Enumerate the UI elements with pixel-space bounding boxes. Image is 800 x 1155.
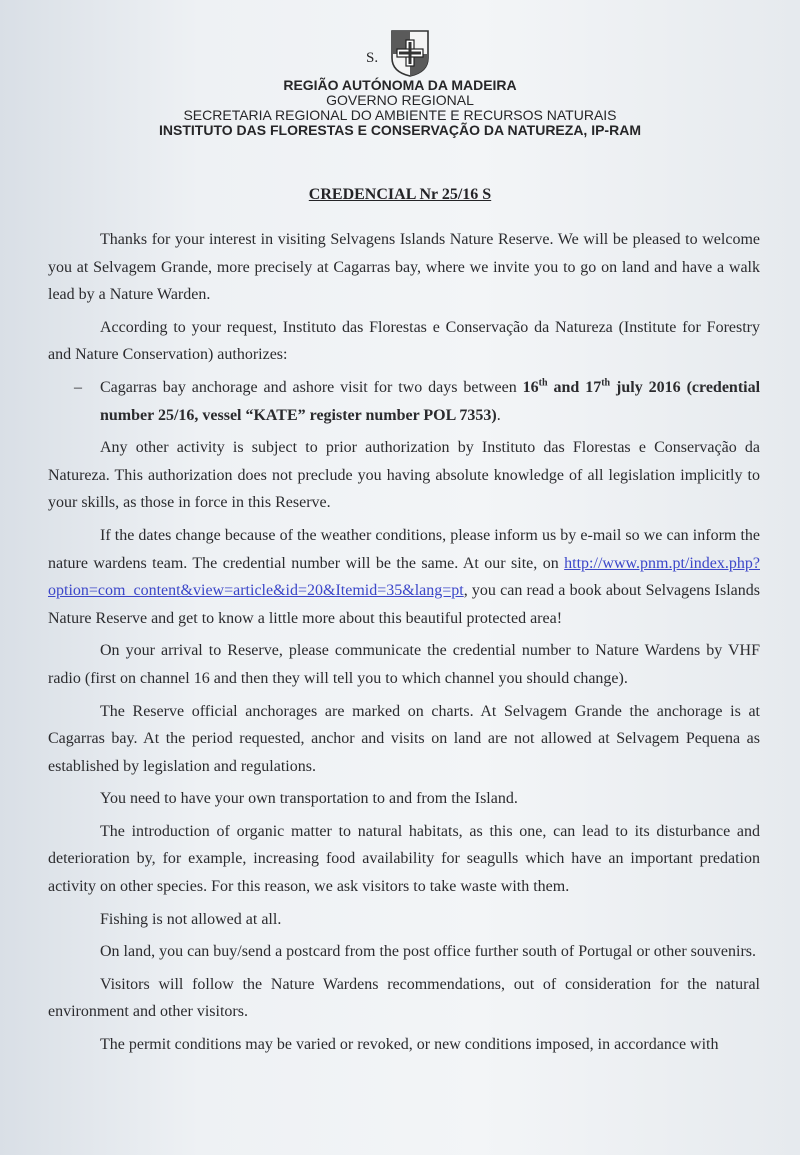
date-start-suffix: th [538,377,548,389]
pnm-site-link[interactable]: http://www.pnm.pt/index.php?option=com_content&view=article&id=20&Itemid=35&lang=pt [48,554,760,600]
paragraph-permit-conditions: The permit conditions may be varied or revoked, or new conditions imposed, in accordance with [100,1036,719,1054]
header-institute: INSTITUTO DAS FLORESTAS E CONSERVAÇÃO DA NATUREZA, IP-RAM [159,122,641,138]
date-start-day: 16 [522,378,539,396]
paragraph-arrival: On your arrival to Reserve, please communicate the credential number to Nature Wardens by VHF radio (first on channel 16 and then they will tell you to which channel you should change). [48,642,760,687]
date-change-text-a: If the dates change because of the weather conditions, please inform us by e-mail so we can inform the nature wardens team. The credential number will be the same. At our site, on [48,526,760,572]
document-header [0,26,800,138]
bullet-dash: – [74,378,82,396]
date-change-text-b: , you can read a book about Selvagens Islands Nature Reserve and get to know a little more about this beautiful protected area! [48,582,760,627]
paragraph-anchorages: The Reserve official anchorages are marked on charts. At Selvagem Grande the anchorage is at Cagarras bay. At the period requested, anchor and visits on land are not allowed at Selvagem Pequena as established by legislation and regulations. [48,702,760,775]
date-end-day: 17 [585,378,602,396]
date-and: and [547,378,586,396]
header-secretariat: SECRETARIA REGIONAL DO AMBIENTE E RECURSOS NATURAIS [183,107,617,123]
header-region: REGIÃO AUTÓNOMA DA MADEIRA [283,77,517,93]
authorization-item [48,374,760,429]
header-government: GOVERNO REGIONAL [326,92,474,108]
credential-details: (credential number 25/16, vessel “KATE” register number POL 7353) [100,378,761,424]
crest-row [0,26,800,78]
date-end [585,379,610,396]
paragraph-postcard: On land, you can buy/send a postcard from the post office further south of Portugal or other souvenirs. [100,943,756,961]
date-end-suffix: th [601,377,611,389]
paragraph-date-change [48,522,760,632]
date-start [523,379,548,396]
paragraph-transportation: You need to have your own transportation to and from the Island. [100,790,518,808]
paragraph-other-activity: Any other activity is subject to prior authorization by Instituto das Florestas e Conservação da Natureza. This authorization does not preclude you having absolute knowledge of all legislation implicitly to your skills, as those in force in this Reserve. [48,439,760,512]
coat-of-arms-icon [389,28,431,78]
date-month-year: july 2016 [610,378,681,396]
authorization-end: . [496,406,501,424]
document-title: CREDENCIAL Nr 25/16 S [308,186,492,203]
paragraph-recommendations: Visitors will follow the Nature Wardens recommendations, out of consideration for the natural environment and other visitors. [48,975,760,1021]
document-body [48,226,760,1064]
s-mark: S. [366,50,379,66]
paragraph-welcome: Thanks for your interest in visiting Selvagens Islands Nature Reserve. We will be pleased to welcome you at Selvagem Grande, more precisely at Cagarras bay, where we invite you to go on land and have a walk lead by a Nature Warden. [48,231,760,304]
authorization-text [100,374,760,429]
authorization-text-a: Cagarras bay anchorage and ashore visit for two days between [100,378,523,396]
paragraph-request: According to your request, Instituto das Florestas e Conservação da Natureza (Institute for Forestry and Nature Conservation) authorizes: [48,318,760,364]
paragraph-organic-matter: The introduction of organic matter to natural habitats, as this one, can lead to its disturbance and deterioration by, for example, increasing food availability for seagulls which have an important predation activity on other species. For this reason, we ask visitors to take waste with them. [48,822,760,896]
paragraph-fishing: Fishing is not allowed at all. [100,910,282,928]
